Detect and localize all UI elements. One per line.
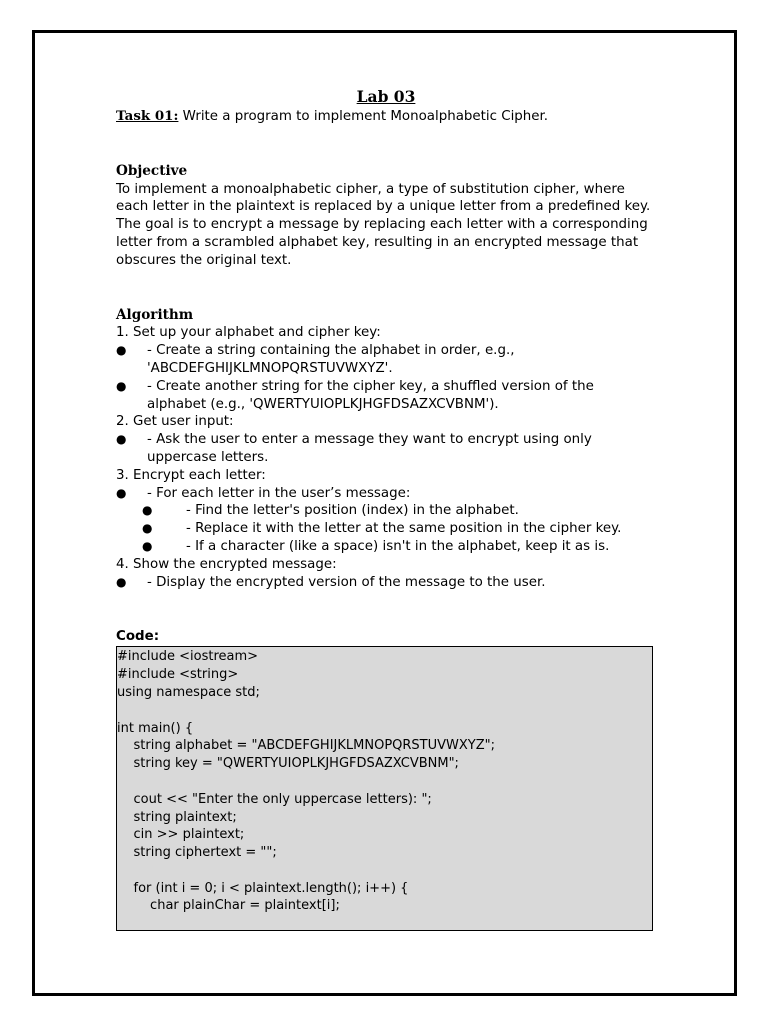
algorithm-step-4: 4. Show the encrypted message:	[116, 556, 337, 572]
algorithm-step-3: 3. Encrypt each letter:	[116, 467, 266, 483]
code-label: Code:	[116, 629, 160, 645]
page-title: Lab 03	[356, 87, 416, 106]
bullet-item: ● - Display the encrypted version of the message to the user.	[116, 574, 656, 592]
objective-heading: Objective	[116, 162, 188, 179]
bullet-item: ● - For each letter in the user’s message:	[116, 485, 656, 503]
task-text: Write a program to implement Monoalphabetic Cipher.	[178, 109, 549, 124]
algorithm-step-1: 1. Set up your alphabet and cipher key:	[116, 325, 381, 341]
sub-bullet-item: ● - Replace it with the letter at the same position in the cipher key.	[142, 520, 656, 538]
document-body	[116, 86, 656, 931]
bullet-item: ● - Ask the user to enter a message they want to encrypt using only uppercase letters.	[116, 431, 656, 467]
bullet-item: ● - Create a string containing the alphabet in order, e.g., 'ABCDEFGHIJKLMNOPQRSTUVWXYZ'.	[116, 342, 656, 378]
sub-bullet-item: ● - Find the letter's position (index) in the alphabet.	[142, 502, 656, 520]
algorithm-step-2: 2. Get user input:	[116, 414, 234, 430]
task-label: Task 01:	[116, 108, 179, 124]
objective-text: To implement a monoalphabetic cipher, a type of substitution cipher, where each letter in the plaintext is replaced by a unique letter from a predefined key. The goal is to encrypt a message by replacing each letter with a corresponding letter from a scrambled alphabet key, resulting in an encrypted message that obscures the original text.	[116, 181, 651, 268]
task-line	[116, 108, 656, 126]
algorithm-heading: Algorithm	[116, 306, 194, 323]
bullet-item: ● - Create another string for the cipher key, a shuffled version of the alphabet (e.g., 'QWERTYUIOPLKJHGFDSAZXCVBNM').	[116, 378, 656, 414]
code-block: #include <iostream> #include <string> using namespace std; int main() { string alphabet = "ABCDEFGHIJKLMNOPQRSTUVWXYZ"; string key = "QWERTYUIOPLKJHGFDSAZXCVBNM"; cout << "Enter the only uppercase letters): "; string plaintext; cin >> plaintext; string ciphertext = ""; for (int i = 0; i < plaintext.length(); i++) { char plainChar = plaintext[i];	[116, 646, 653, 931]
sub-bullet-item: ● - If a character (like a space) isn't in the alphabet, keep it as is.	[142, 538, 656, 556]
